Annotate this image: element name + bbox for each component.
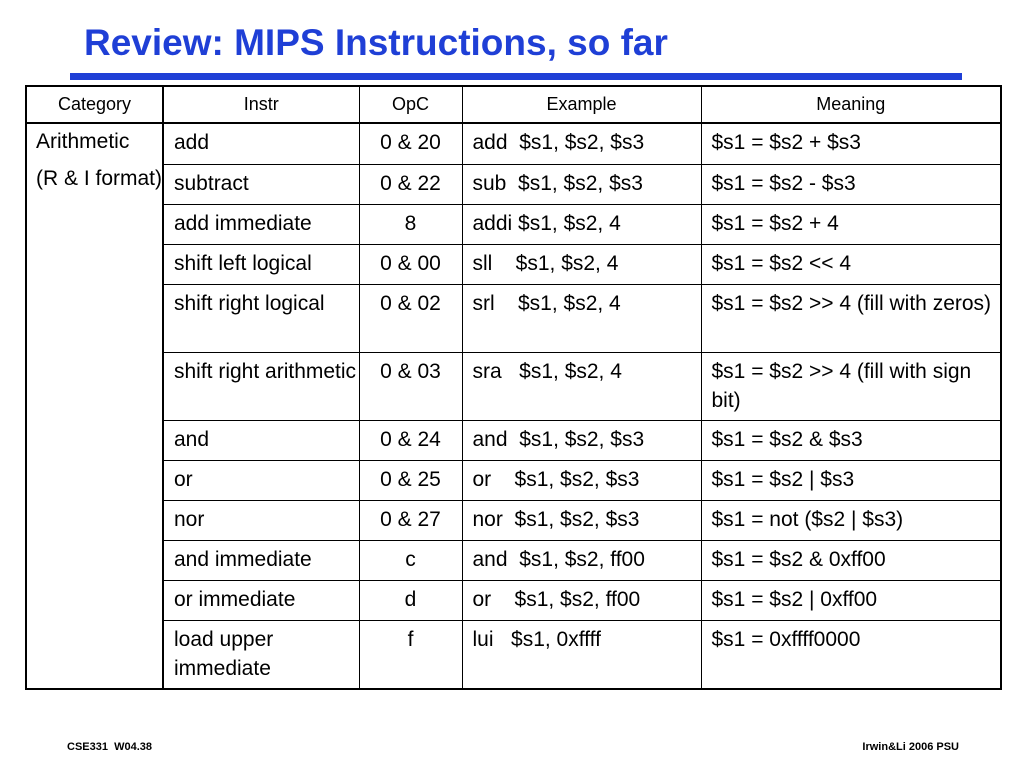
example-cell: lui $s1, 0xffff <box>462 621 701 690</box>
instr-cell: add immediate <box>163 205 359 245</box>
opc-cell: 0 & 27 <box>359 501 462 541</box>
opc-cell: c <box>359 541 462 581</box>
meaning-cell: $s1 = $s2 | $s3 <box>701 461 1001 501</box>
meaning-cell: $s1 = $s2 >> 4 (fill with sign bit) <box>701 353 1001 421</box>
slide-title: Review: MIPS Instructions, so far <box>84 22 668 63</box>
meaning-cell: $s1 = $s2 - $s3 <box>701 165 1001 205</box>
table-row <box>26 285 1001 353</box>
table-row <box>26 621 1001 690</box>
example-cell: and $s1, $s2, ff00 <box>462 541 701 581</box>
opc-cell: 0 & 22 <box>359 165 462 205</box>
example-cell: sra $s1, $s2, 4 <box>462 353 701 421</box>
footer-course-label: CSE331 W04.38 <box>67 741 152 753</box>
opc-cell: d <box>359 581 462 621</box>
header-meaning: Meaning <box>701 86 1001 123</box>
instr-cell: shift right arithmetic <box>163 353 359 421</box>
meaning-cell: $s1 = $s2 << 4 <box>701 245 1001 285</box>
table-row <box>26 501 1001 541</box>
instr-cell: shift left logical <box>163 245 359 285</box>
opc-cell: 0 & 00 <box>359 245 462 285</box>
table-row <box>26 353 1001 421</box>
table-row <box>26 541 1001 581</box>
meaning-cell: $s1 = $s2 + $s3 <box>701 123 1001 165</box>
opc-cell: f <box>359 621 462 690</box>
header-example: Example <box>462 86 701 123</box>
instr-cell: add <box>163 123 359 165</box>
header-category: Category <box>26 86 163 123</box>
title-underline <box>70 73 962 80</box>
table-row <box>26 581 1001 621</box>
instr-cell: shift right logical <box>163 285 359 353</box>
table-row <box>26 421 1001 461</box>
opc-cell: 0 & 02 <box>359 285 462 353</box>
example-cell: or $s1, $s2, ff00 <box>462 581 701 621</box>
meaning-cell: $s1 = $s2 & 0xff00 <box>701 541 1001 581</box>
table-row <box>26 123 1001 165</box>
example-cell: sub $s1, $s2, $s3 <box>462 165 701 205</box>
table-row <box>26 205 1001 245</box>
example-cell: srl $s1, $s2, 4 <box>462 285 701 353</box>
category-line2: (R & I format) <box>36 167 163 190</box>
opc-cell: 0 & 03 <box>359 353 462 421</box>
meaning-cell: $s1 = not ($s2 | $s3) <box>701 501 1001 541</box>
table-row <box>26 165 1001 205</box>
instr-cell: and <box>163 421 359 461</box>
instr-cell: nor <box>163 501 359 541</box>
header-instr: Instr <box>163 86 359 123</box>
table-row <box>26 245 1001 285</box>
example-cell: addi $s1, $s2, 4 <box>462 205 701 245</box>
opc-cell: 0 & 20 <box>359 123 462 165</box>
category-line1: Arithmetic <box>36 130 130 153</box>
meaning-cell: $s1 = 0xffff0000 <box>701 621 1001 690</box>
table-row <box>26 461 1001 501</box>
instr-cell: and immediate <box>163 541 359 581</box>
mips-instructions-table <box>25 85 1002 690</box>
opc-cell: 0 & 24 <box>359 421 462 461</box>
table-header-row <box>26 86 1001 123</box>
instr-cell: load upper immediate <box>163 621 359 690</box>
instr-cell: or immediate <box>163 581 359 621</box>
example-cell: nor $s1, $s2, $s3 <box>462 501 701 541</box>
example-cell: sll $s1, $s2, 4 <box>462 245 701 285</box>
example-cell: or $s1, $s2, $s3 <box>462 461 701 501</box>
meaning-cell: $s1 = $s2 & $s3 <box>701 421 1001 461</box>
example-cell: and $s1, $s2, $s3 <box>462 421 701 461</box>
meaning-cell: $s1 = $s2 | 0xff00 <box>701 581 1001 621</box>
category-cell <box>26 123 163 689</box>
instr-cell: subtract <box>163 165 359 205</box>
meaning-cell: $s1 = $s2 >> 4 (fill with zeros) <box>701 285 1001 353</box>
opc-cell: 8 <box>359 205 462 245</box>
footer-credit: Irwin&Li 2006 PSU <box>862 741 959 753</box>
meaning-cell: $s1 = $s2 + 4 <box>701 205 1001 245</box>
opc-cell: 0 & 25 <box>359 461 462 501</box>
header-opc: OpC <box>359 86 462 123</box>
instr-cell: or <box>163 461 359 501</box>
example-cell: add $s1, $s2, $s3 <box>462 123 701 165</box>
